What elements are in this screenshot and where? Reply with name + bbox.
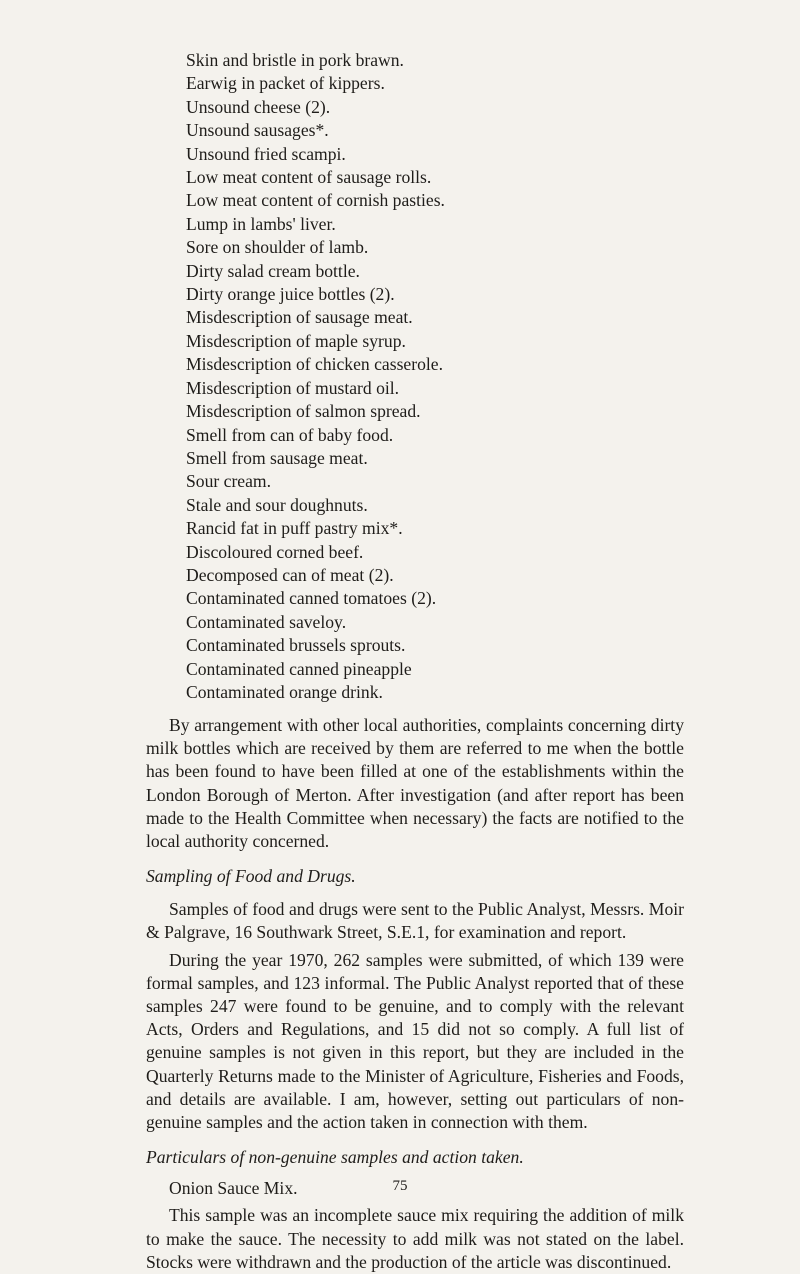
complaint-item: Misdescription of mustard oil. xyxy=(186,377,400,398)
complaint-item: Unsound fried scampi. xyxy=(186,143,346,164)
complaint-item: Skin and bristle in pork brawn. xyxy=(186,50,404,70)
complaint-item: Contaminated canned tomatoes (2). xyxy=(186,588,437,609)
complaint-item: Dirty orange juice bottles (2). xyxy=(186,284,395,305)
non-genuine-heading: Particulars of non-genuine samples and action taken. xyxy=(146,1147,524,1167)
complaint-item: Misdescription of sausage meat. xyxy=(186,307,413,328)
complaint-item: Misdescription of chicken casserole. xyxy=(186,354,443,375)
complaint-item: Low meat content of sausage rolls. xyxy=(186,167,432,188)
sampling-heading: Sampling of Food and Drugs. xyxy=(146,866,356,886)
complaint-item: Stale and sour doughnuts. xyxy=(186,494,368,515)
complaint-item: Decomposed can of meat (2). xyxy=(186,564,394,585)
complaint-item: Lump in lambs' liver. xyxy=(186,213,336,234)
milk-bottles-section xyxy=(146,714,684,853)
complaint-item: Unsound cheese (2). xyxy=(186,96,331,117)
sample-item-title: Onion Sauce Mix. xyxy=(169,1178,298,1199)
complaint-item: Rancid fat in puff pastry mix*. xyxy=(186,518,403,539)
complaint-item: Sour cream. xyxy=(186,471,272,492)
complaint-item: Contaminated brussels sprouts. xyxy=(186,635,406,656)
complaint-item: Smell from sausage meat. xyxy=(186,447,368,468)
sampling-section xyxy=(146,865,684,1134)
complaint-item: Sore on shoulder of lamb. xyxy=(186,237,369,258)
complaint-item: Earwig in packet of kippers. xyxy=(186,73,385,94)
complaint-item: Low meat content of cornish pasties. xyxy=(186,190,445,211)
complaint-item: Misdescription of maple syrup. xyxy=(186,330,406,351)
non-genuine-section xyxy=(146,1146,684,1274)
milk-bottles-paragraph: By arrangement with other local authorities, complaints concerning dirty milk bottles which are received by them are referred to me when the bottle has been found to have been filled at one of the establishments within the London Borough of Merton. After investigation (and after report has been made to the Health Committee when necessary) the facts are notified to the local authority concerned. xyxy=(146,715,684,852)
complaint-item: Dirty salad cream bottle. xyxy=(186,260,360,281)
complaint-item: Contaminated canned pineapple xyxy=(186,658,412,679)
sample-item-description: This sample was an incomplete sauce mix requiring the addition of milk to make the sauce. The necessity to add milk was not stated on the label. Stocks were withdrawn and the production of the article was discontinued. xyxy=(146,1205,684,1272)
complaint-item: Smell from can of baby food. xyxy=(186,424,394,445)
sampling-paragraph-1: Samples of food and drugs were sent to the Public Analyst, Messrs. Moir & Palgrave, 16 Southwark Street, S.E.1, for examination and report. xyxy=(146,899,684,943)
complaint-item: Contaminated saveloy. xyxy=(186,611,347,632)
page-number: 75 xyxy=(392,1178,408,1194)
complaint-item: Unsound sausages*. xyxy=(186,120,329,141)
complaint-list xyxy=(186,49,706,704)
complaint-item: Misdescription of salmon spread. xyxy=(186,401,421,422)
complaint-item: Discoloured corned beef. xyxy=(186,541,364,562)
sampling-paragraph-2: During the year 1970, 262 samples were submitted, of which 139 were formal samples, and 123 informal. The Public Analyst reported that of these samples 247 were found to be genuine, and to comply with the relevant Acts, Orders and Regulations, and 15 did not so comply. A full list of genuine samples is not given in this report, but they are included in the Quarterly Returns made to the Minister of Agriculture, Fisheries and Foods, and details are available. I am, however, setting out particulars of non-genuine samples and the action taken in connection with them. xyxy=(146,949,684,1133)
complaint-item: Contaminated orange drink. xyxy=(186,681,383,702)
